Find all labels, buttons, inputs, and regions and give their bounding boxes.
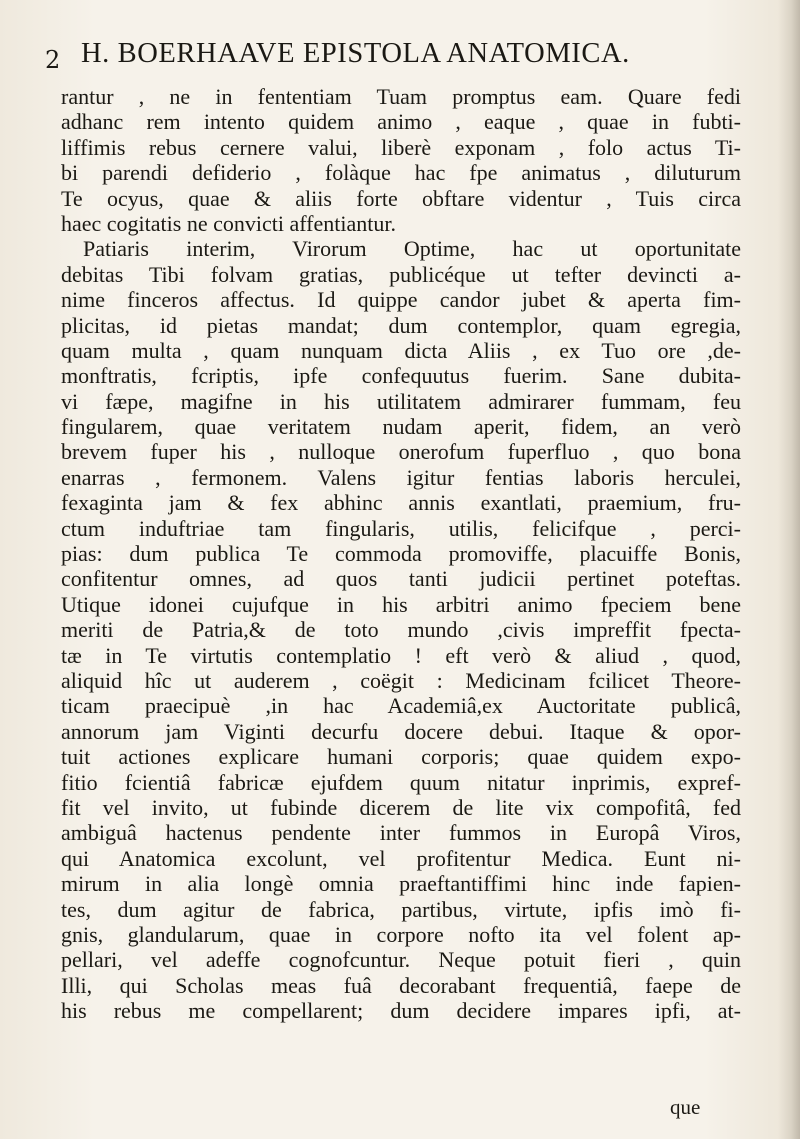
text-line: Te ocyus, quae & aliis forte obftare videntur , Tuis circa [61,185,741,211]
text-line: Utique idonei cujufque in his arbitri animo fpeciem bene [61,591,741,617]
text-line: nime finceros affectus. Id quippe candor jubet & aperta fim- [61,287,741,313]
text-line: annorum jam Viginti decurfu docere debui. Itaque & opor- [61,718,741,744]
text-line: tes, dum agitur de fabrica, partibus, virtute, ipfis imò fi- [61,896,741,922]
text-line: ambiguâ hactenus pendente inter fummos in Europâ Viros, [61,820,741,846]
text-line: pias: dum publica Te commoda promoviffe, placuiffe Bonis, [61,541,741,567]
text-line: tuit actiones explicare humani corporis; quae quidem expo- [61,744,741,770]
text-line: qui Anatomica excolunt, vel profitentur Medica. Eunt ni- [61,845,741,871]
text-line: meriti de Patria,& de toto mundo ,civis impreffit fpecta- [61,617,741,643]
text-line: monftratis, fcriptis, ipfe confequutus fuerim. Sane dubita- [61,363,741,389]
text-line: fingularem, quae veritatem nudam aperit, fidem, an verò [61,414,741,440]
text-line: Illi, qui Scholas meas fuâ decorabant frequentiâ, faepe de [61,972,741,998]
text-line: rantur , ne in fententiam Tuam promptus eam. Quare fedi [61,84,741,109]
text-line: aliquid hîc ut auderem , coëgit : Medicinam fcilicet Theore- [61,667,741,693]
page-number: 2 [45,46,61,74]
text-line: ctum induftriae tam fingularis, utilis, felicifque , perci- [61,515,741,541]
text-line: his rebus me compellarent; dum decidere impares ipfi, at- [61,998,741,1024]
body-text [61,84,741,1023]
text-line: gnis, glandularum, quae in corpore nofto ita vel folent ap- [61,921,741,947]
text-line: adhanc rem intento quidem animo , eaque , quae in fubti- [61,109,741,135]
text-line: confitentur omnes, ad quos tanti judicii pertinet poteftas. [61,566,741,592]
text-line: debitas Tibi folvam gratias, publicéque ut tefter devincti a- [61,261,741,287]
text-line: fitio fcientiâ fabricæ ejufdem quum nitatur inprimis, expref- [61,769,741,795]
text-line: pellari, vel adeffe cognofcuntur. Neque potuit fieri , quin [61,947,741,973]
catchword: que [670,1095,701,1119]
text-line: brevem fuper his , nulloque onerofum fuperfluo , quo bona [61,439,741,465]
text-line: fit vel invito, ut fubinde dicerem de lite vix compofitâ, fed [61,794,741,820]
text-line: fexaginta jam & fex abhinc annis exantlati, praemium, fru- [61,490,741,516]
text-line: vi fæpe, magifne in his utilitatem admirarer fummam, feu [61,388,741,414]
text-line: mirum in alia longè omnia praeftantiffimi hinc inde fapien- [61,871,741,897]
running-head: H. BOERHAAVE EPISTOLA ANATOMICA. [81,38,630,69]
text-line: ticam praecipuè ,in hac Academiâ,ex Auctoritate publicâ, [61,693,741,719]
text-line: tæ in Te virtutis contemplatio ! eft verò & aliud , quod, [61,642,741,668]
page-edge-shadow [778,0,800,1139]
text-line: enarras , fermonem. Valens igitur fentias laboris herculei, [61,464,741,490]
text-line: plicitas, id pietas mandat; dum contemplor, quam egregia, [61,312,741,338]
text-line: Patiaris interim, Virorum Optime, hac ut oportunitate [83,236,741,262]
text-line: haec cogitatis ne convicti affentiantur. [61,210,396,236]
page-header [45,38,735,78]
text-line: liffimis rebus cernere valui, liberè exponam , folo actus Ti- [61,134,741,160]
text-line: bi parendi defiderio , folàque hac fpe animatus , diluturum [61,160,741,186]
text-line: quam multa , quam nunquam dicta Aliis , ex Tuo ore ,de- [61,337,741,363]
